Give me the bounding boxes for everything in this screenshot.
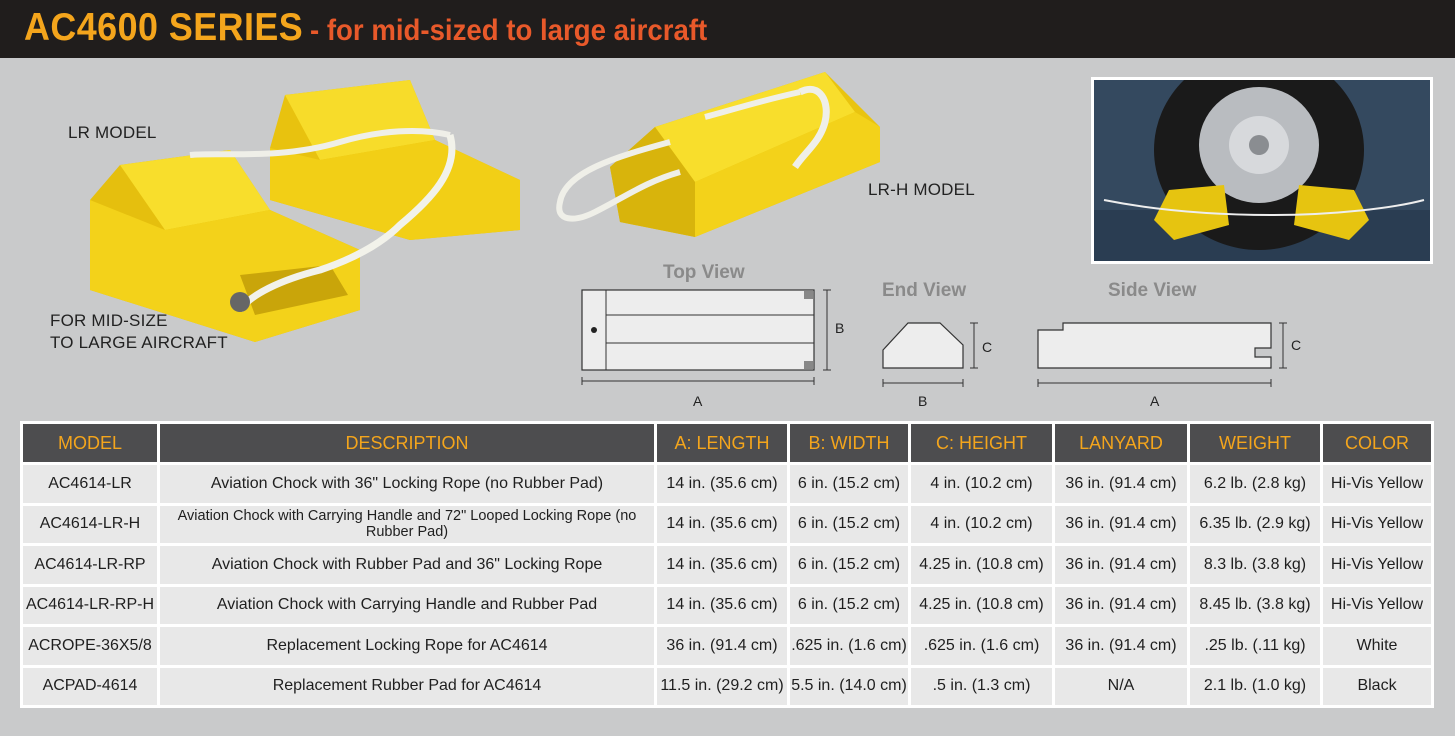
cell-width: .625 in. (1.6 cm) <box>790 627 908 665</box>
page-subtitle: - for mid-sized to large aircraft <box>310 14 708 47</box>
header-width: B: WIDTH <box>790 424 908 462</box>
cell-model: ACPAD-4614 <box>23 668 157 706</box>
cell-color: Hi-Vis Yellow <box>1323 506 1431 544</box>
cell-color: Hi-Vis Yellow <box>1323 546 1431 584</box>
end-view-diagram <box>878 315 988 395</box>
cell-height: 4.25 in. (10.8 cm) <box>911 587 1052 625</box>
cell-model: AC4614-LR <box>23 465 157 503</box>
end-view-dim-c: C <box>982 339 993 355</box>
top-view-diagram <box>578 285 853 415</box>
table-row <box>23 506 1431 544</box>
table-header-row <box>23 424 1431 462</box>
cell-weight: 6.2 lb. (2.8 kg) <box>1190 465 1320 503</box>
header-bar <box>0 0 1455 58</box>
lrh-model-label: LR-H MODEL <box>868 180 975 199</box>
cell-width: 5.5 in. (14.0 cm) <box>790 668 908 706</box>
cell-width: 6 in. (15.2 cm) <box>790 506 908 544</box>
header-height: C: HEIGHT <box>911 424 1052 462</box>
end-view-title: End View <box>882 280 967 301</box>
table-row <box>23 627 1431 665</box>
wheel-photo-graphic <box>1094 80 1430 261</box>
wheel-chock-photo <box>1091 77 1433 264</box>
cell-length: 36 in. (91.4 cm) <box>657 627 787 665</box>
spec-table <box>20 421 1434 708</box>
cell-model: ACROPE-36X5/8 <box>23 627 157 665</box>
cell-description: Aviation Chock with Rubber Pad and 36" Locking Rope <box>160 546 654 584</box>
top-view-dim-b: B <box>835 320 845 336</box>
cell-description: Aviation Chock with 36" Locking Rope (no Rubber Pad) <box>160 465 654 503</box>
cell-height: 4 in. (10.2 cm) <box>911 465 1052 503</box>
cell-color: Black <box>1323 668 1431 706</box>
cell-lanyard: N/A <box>1055 668 1187 706</box>
cell-weight: 8.45 lb. (3.8 kg) <box>1190 587 1320 625</box>
side-view-diagram <box>1033 315 1298 395</box>
cell-color: Hi-Vis Yellow <box>1323 465 1431 503</box>
cell-description: Replacement Locking Rope for AC4614 <box>160 627 654 665</box>
cell-lanyard: 36 in. (91.4 cm) <box>1055 506 1187 544</box>
cell-length: 11.5 in. (29.2 cm) <box>657 668 787 706</box>
cell-weight: 6.35 lb. (2.9 kg) <box>1190 506 1320 544</box>
table-row <box>23 546 1431 584</box>
lrh-model-illustration <box>555 72 895 247</box>
cell-description: Aviation Chock with Carrying Handle and 72" Looped Locking Rope (no Rubber Pad) <box>160 506 654 544</box>
cell-length: 14 in. (35.6 cm) <box>657 465 787 503</box>
lr-model-illustration <box>80 80 530 345</box>
cell-height: 4.25 in. (10.8 cm) <box>911 546 1052 584</box>
mid-size-label-line2: TO LARGE AIRCRAFT <box>50 333 228 352</box>
cell-color: Hi-Vis Yellow <box>1323 587 1431 625</box>
cell-color: White <box>1323 627 1431 665</box>
cell-model: AC4614-LR-RP-H <box>23 587 157 625</box>
header-lanyard: LANYARD <box>1055 424 1187 462</box>
table-row <box>23 668 1431 706</box>
top-view-title: Top View <box>663 262 745 283</box>
cell-lanyard: 36 in. (91.4 cm) <box>1055 587 1187 625</box>
cell-weight: 2.1 lb. (1.0 kg) <box>1190 668 1320 706</box>
cell-description: Aviation Chock with Carrying Handle and Rubber Pad <box>160 587 654 625</box>
cell-width: 6 in. (15.2 cm) <box>790 465 908 503</box>
cell-lanyard: 36 in. (91.4 cm) <box>1055 627 1187 665</box>
cell-model: AC4614-LR-H <box>23 506 157 544</box>
header-model: MODEL <box>23 424 157 462</box>
top-view-dim-a: A <box>693 393 703 409</box>
header-color: COLOR <box>1323 424 1431 462</box>
cell-width: 6 in. (15.2 cm) <box>790 546 908 584</box>
cell-length: 14 in. (35.6 cm) <box>657 506 787 544</box>
header-length: A: LENGTH <box>657 424 787 462</box>
side-view-dim-a: A <box>1150 393 1160 409</box>
side-view-title: Side View <box>1108 280 1197 301</box>
header-description: DESCRIPTION <box>160 424 654 462</box>
cell-width: 6 in. (15.2 cm) <box>790 587 908 625</box>
cell-weight: 8.3 lb. (3.8 kg) <box>1190 546 1320 584</box>
cell-lanyard: 36 in. (91.4 cm) <box>1055 465 1187 503</box>
cell-height: 4 in. (10.2 cm) <box>911 506 1052 544</box>
cell-description: Replacement Rubber Pad for AC4614 <box>160 668 654 706</box>
cell-length: 14 in. (35.6 cm) <box>657 546 787 584</box>
lr-model-label: LR MODEL <box>68 123 157 142</box>
table-row <box>23 587 1431 625</box>
cell-length: 14 in. (35.6 cm) <box>657 587 787 625</box>
cell-height: .5 in. (1.3 cm) <box>911 668 1052 706</box>
end-view-dim-b: B <box>918 393 928 409</box>
side-view-dim-c: C <box>1291 337 1302 353</box>
cell-lanyard: 36 in. (91.4 cm) <box>1055 546 1187 584</box>
cell-height: .625 in. (1.6 cm) <box>911 627 1052 665</box>
mid-size-label-line1: FOR MID-SIZE <box>50 311 168 330</box>
table-row <box>23 465 1431 503</box>
cell-model: AC4614-LR-RP <box>23 546 157 584</box>
cell-weight: .25 lb. (.11 kg) <box>1190 627 1320 665</box>
page-title: AC4600 SERIES <box>24 6 304 49</box>
header-weight: WEIGHT <box>1190 424 1320 462</box>
